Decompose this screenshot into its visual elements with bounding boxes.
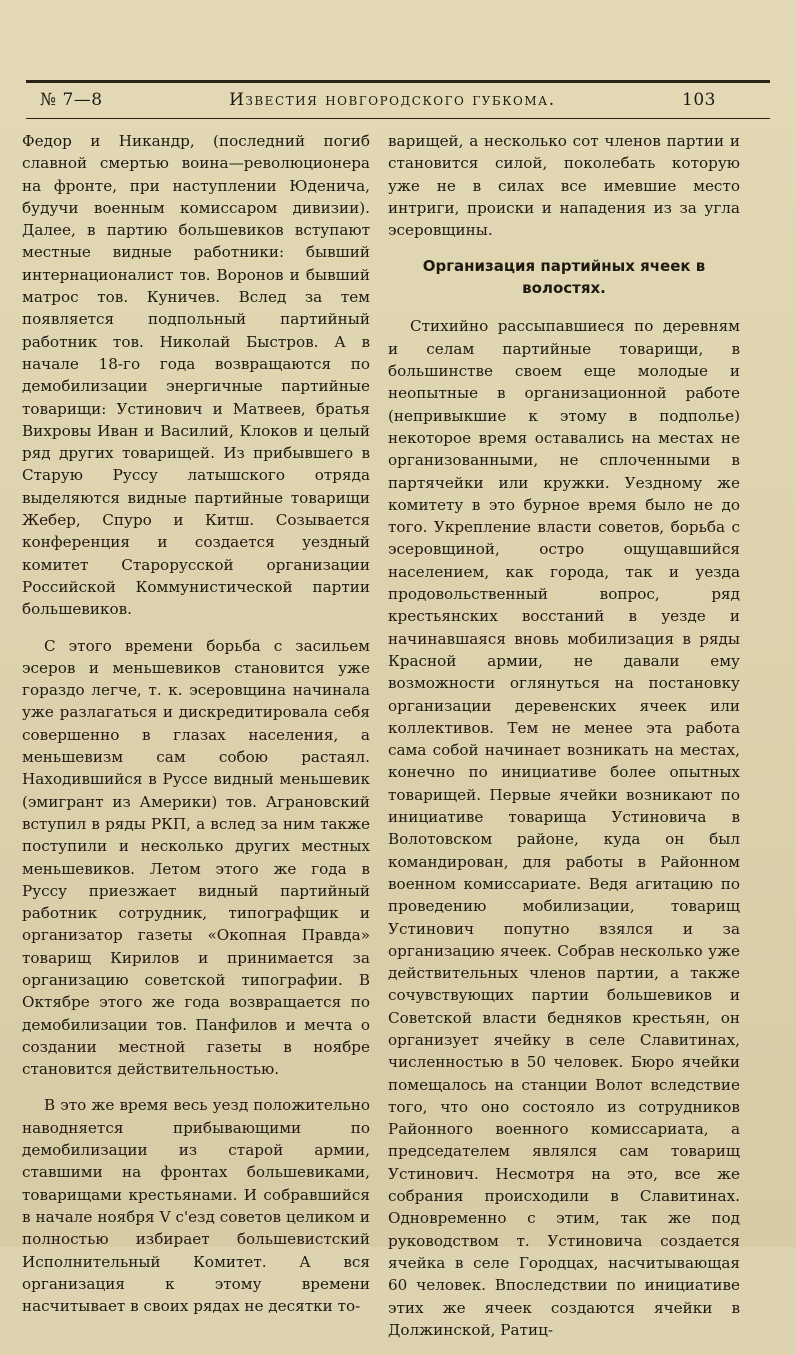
left-column: [22, 130, 370, 1331]
publication-title: Известия новгородского губкома.: [229, 90, 556, 110]
page-number: 103: [682, 90, 716, 110]
right-column: [388, 130, 740, 1355]
page-header: [40, 90, 716, 112]
right-paragraph-1: варищей, а несколько сот членов партии и становится силой, поколебать которую уже не в силах все имевшие место интриги, происки и нападения из за угла эсеровщины.: [388, 132, 740, 240]
header-bottom-rule: [26, 118, 770, 119]
header-top-rule: [26, 80, 770, 83]
left-paragraph-1: Федор и Никандр, (последний погиб славной смертью воина—революционера на фронте, при наступлении Юденича, будучи военным комиссаром дивизии). Далее, в партию большевиков вступают местные видные работники: бывший интернационалист тов. Воронов и бывший матрос тов. Куничев. Вслед за тем появляется подпольный партийный работник тов. Николай Быстров. А в начале 18-го года возвращаются по демобилизации энергичные партийные товарищи: Устинович и Матвеев, братья Вихровы Иван и Василий, Клоков и целый ряд других товарищей. Из прибывшего в Старую Руссу латышского отряда выделяются видные партийные товарищи Жебер, Спуро и Китш. Созывается конференция и создается уездный комитет Старорусской организации Российской Коммунистической партии большевиков.: [22, 132, 370, 619]
left-paragraph-2: С этого времени борьба с засильем эсеров и меньшевиков становится уже гораздо легче, т. к. эсеровщина начинала уже разлагаться и дискредитировала себя совершенно в глазах населения, а меньшевизм сам собою растаял. Находившийся в Руссе видный меньшевик (эмигрант из Америки) тов. Аграновский вступил в ряды РКП, а вслед за ним также поступили и несколько других местных меньшевиков. Летом этого же года в Руссу приезжает видный партийный работник сотрудник, типографщик и организатор газеты «Окопная Правда» товарищ Кирилов и принимается за организацию советской типографии. В Октябре этого же года возвращается по демобилизации тов. Панфилов и мечта о создании местной газеты в ноябре становится действительностью.: [22, 636, 370, 1079]
section-heading: Организация партийных ячеек в волостях.: [422, 257, 706, 298]
left-paragraph-3: В это же время весь уезд положительно наводняется прибывающими по демобилизации из старой армии, ставшими на фронтах большевиками, товарищами крестьянами. И собравшийся в начале ноября V с'езд советов целиком и полностью избирает большевистский Исполнительный Комитет. А вся организация к этому времени насчитывает в своих рядах не десятки то-: [22, 1096, 370, 1316]
right-paragraph-2: Стихийно рассыпавшиеся по деревням и селам партийные товарищи, в большинстве своем еще молодые и неопытные в организационной работе (непривыкшие к этому в подполье) некоторое время оставались на местах не организованными, не сплоченными в партячейки или кружки. Уездному же комитету в это бурное время было не до того. Укрепление власти советов, борьба с эсеровщиной, остро ощущавшийся населением, как города, так и уезда продовольственный вопрос, ряд крестьянских восстаний в уезде и начинавшаяся вновь мобилизация в ряды Красной армии, не давали ему возможности оглянуться на постановку организации деревенских ячеек или коллективов. Тем не менее эта работа сама собой начинает возникать на местах, конечно по инициативе более опытных товарищей. Первые ячейки возникают по инициативе товарища Устиновича в Волотовском районе, куда он был командирован, для работы в Районном военном комиссариате. Ведя агитацию по проведению мобилизации, товарищ Устинович попутно взялся и за организацию ячеек. Собрав несколько уже действительных членов партии, а также сочувствующих партии большевиков и Советской власти бедняков крестьян, он организует ячейку в селе Славитинах, численностью в 50 человек. Бюро ячейки помещалось на станции Волот вследствие того, что оно состояло из сотрудников Районного военного комиссариата, а председателем являлся сам товарищ Устинович. Несмотря на это, все же собрания происходили в Славитинах. Одновременно с этим, так же под руководством т. Устиновича создается ячейка в селе Городцах, насчитывающая 60 человек. Впоследствии по инициативе этих же ячеек создаются ячейки в Должинской, Ратиц-: [388, 317, 740, 1339]
issue-number: № 7—8: [40, 90, 103, 110]
